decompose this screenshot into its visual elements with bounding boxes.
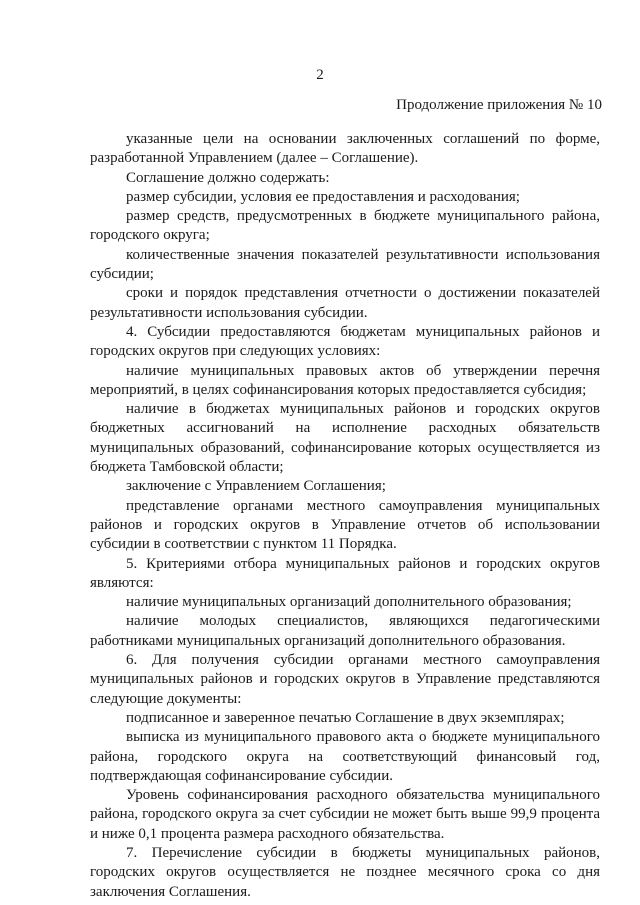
document-body <box>90 130 600 902</box>
paragraph-13: наличие муниципальных организаций дополнительного образования; <box>126 594 572 611</box>
paragraph-5: количественные значения показателей результативности использования субсидии; <box>90 246 600 283</box>
paragraph-17: выписка из муниципального правового акта о бюджете муниципального района, городского округа на соответствующий финансовый год, подтверждающая софинансирование субсидии. <box>90 729 600 784</box>
paragraph-6: сроки и порядок представления отчетности о достижении показателей результативности использования субсидии. <box>90 285 600 321</box>
paragraph-4: размер средств, предусмотренных в бюджете муниципального района, городского округа; <box>90 208 600 244</box>
page-number: 2 <box>316 67 324 83</box>
paragraph-12: 5. Критериями отбора муниципальных районов и городских округов являются: <box>90 555 600 591</box>
paragraph-19: 7. Перечисление субсидии в бюджеты муниципальных районов, городских округов осуществляется не позднее месячного срока со дня заключения Соглашения. <box>90 844 600 900</box>
appendix-label: Продолжение приложения № 10 <box>396 97 602 113</box>
paragraph-16: подписанное и заверенное печатью Соглашение в двух экземплярах; <box>126 709 565 726</box>
paragraph-3: размер субсидии, условия ее предоставления и расходования; <box>126 188 520 205</box>
paragraph-8: наличие муниципальных правовых актов об утверждении перечня мероприятий, в целях софинансирования которых предоставляется субсидия; <box>90 362 600 398</box>
paragraph-7: 4. Субсидии предоставляются бюджетам муниципальных районов и городских округов при следующих условиях: <box>90 323 600 360</box>
paragraph-14: наличие молодых специалистов, являющихся педагогическими работниками муниципальных организаций дополнительного образования. <box>90 613 600 649</box>
paragraph-18: Уровень софинансирования расходного обязательства муниципального района, городского округа за счет субсидии не может быть выше 99,9 процента и ниже 0,1 процента размера расходного обязательства. <box>90 787 600 842</box>
paragraph-1: указанные цели на основании заключенных соглашений по форме, разработанной Управлением (далее – Соглашение). <box>90 131 600 167</box>
paragraph-2: Соглашение должно содержать: <box>126 169 330 186</box>
paragraph-15: 6. Для получения субсидии органами местного самоуправления муниципальных районов и городских округов в Управление представляются следующие документы: <box>90 652 600 707</box>
paragraph-9: наличие в бюджетах муниципальных районов и городских округов бюджетных ассигнований на исполнение расходных обязательств муниципальных образований, софинансирование которых осуществляется из бюджета Тамбовской области; <box>90 401 600 476</box>
paragraph-10: заключение с Управлением Соглашения; <box>126 478 386 495</box>
paragraph-11: представление органами местного самоуправления муниципальных районов и городских округов в Управление отчетов об использовании субсидии в соответствии с пунктом 11 Порядка. <box>90 497 600 553</box>
